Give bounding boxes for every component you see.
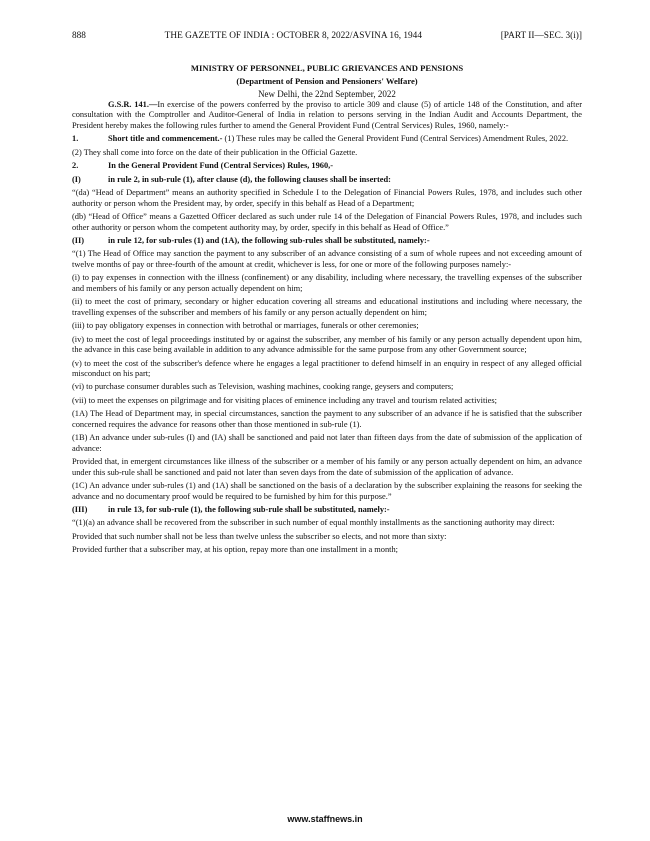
rule-12-para: (iv) to meet the cost of legal proceedings instituted by or against the subscriber, any member of his family or any person actually dependent upon him, the advance in this case being available in addition to any advance admissible for the same purpose from any other Government source;: [72, 334, 582, 355]
part-1-title: in rule 2, in sub-rule (1), after clause (d), the following clauses shall be inserted:: [108, 174, 391, 184]
rule-12-para: “(1) The Head of Office may sanction the payment to any subscriber of an advance consisting of a sum of whole rupees and not exceeding amount of twelve months of pay or three-fourth of the amount at credit, whichever is less, for one or more of the following purposes namely:-: [72, 249, 582, 269]
rule-13-para: Provided that such number shall not be less than twelve unless the subscriber so elects, and not more than sixty:: [72, 531, 447, 541]
part-3-title: in rule 13, for sub-rule (1), the following sub-rule shall be substituted, namely:-: [108, 504, 390, 514]
rule-1-number: 1.: [72, 134, 79, 144]
department-heading: (Department of Pension and Pensioners' Welfare): [236, 76, 418, 86]
clause-db: (db) “Head of Office” means a Gazetted Officer declared as such under rule 14 of the Delegation of Financial Powers Rules, 1978, and includes such other authority or person whom the competent authority may, by order, specify in this behalf as Head of Office.”: [72, 212, 582, 232]
clause-da: “(da) “Head of Department” means an authority specified in Schedule I to the Delegation of Financial Powers Rules, 1978, and includes such other authority or person whom the President may, by order, specify in this behalf as Head of a Department;: [72, 188, 582, 208]
rule-12-para: (v) to meet the cost of the subscriber's defence where he engages a legal practitioner to defend himself in an enquiry in respect of any alleged official misconduct on his part;: [72, 358, 582, 378]
date-line: New Delhi, the 22nd September, 2022: [258, 89, 396, 99]
rule-12-para: Provided that, in emergent circumstances like illness of the subscriber or a member of his family or any person actually dependent on him, an advance under this sub-rule shall be sanctioned and paid not later than seven days from the date of submission of the application of advance.: [72, 457, 582, 477]
part-section: [PART II—SEC. 3(i)]: [500, 31, 582, 41]
gsr-paragraph: [72, 100, 582, 131]
rule-12-para: (ii) to meet the cost of primary, secondary or higher education covering all streams and educational institutions and including where necessary, the travelling expenses of the subscriber and members of his family or any person actually dependent on him;: [72, 297, 582, 317]
part-2-heading: [72, 236, 582, 246]
rule-2-number: 2.: [72, 161, 79, 171]
rule-1-title: Short title and commencement.-: [108, 134, 223, 144]
part-2-number: (II): [72, 235, 85, 245]
rule-12-para: (1A) The Head of Department may, in special circumstances, sanction the payment to any subscriber of an advance if he is satisfied that the subscriber concerned requires the advance for reasons other than those mentioned in sub-rule (1).: [72, 409, 582, 429]
part-1-number: (I): [72, 174, 81, 184]
rule-12-para: (iii) to pay obligatory expenses in connection with betrothal or marriages, funerals or other ceremonies;: [72, 321, 419, 331]
gsr-number: G.S.R. 141.—: [108, 100, 158, 109]
rule-12-para: (vii) to meet the expenses on pilgrimage and for visiting places of eminence including any travel and tourism related activities;: [72, 395, 497, 405]
rule-1-paragraph: [72, 134, 582, 144]
rule-13-para: “(1)(a) an advance shall be recovered from the subscriber in such number of equal monthly installments as the sanctioning authority may direct:: [72, 518, 555, 528]
rule-12-para: (1C) An advance under sub-rules (1) and (1A) shall be sanctioned on the basis of a declaration by the subscriber explaining the reasons for seeking the advance and no documentary proof would be required to be furnished by him for this purpose.”: [72, 481, 582, 501]
running-header: [72, 30, 582, 42]
gazette-page: [72, 30, 582, 556]
rule-12-para: (1B) An advance under sub-rules (I) and (IA) shall be sanctioned and paid not later than fifteen days from the date of submission of the application of advance:: [72, 433, 582, 453]
rule-12-para: (vi) to purchase consumer durables such as Television, washing machines, cooking range, geysers and computers;: [72, 382, 454, 392]
part-1-heading: [72, 175, 582, 185]
part-3-number: (III): [72, 504, 88, 514]
footer-url: www.staffnews.in: [287, 814, 363, 824]
rule-2-title: In the General Provident Fund (Central Services) Rules, 1960,-: [108, 161, 334, 171]
part-2-title: in rule 12, for sub-rules (1) and (1A), the following sub-rules shall be substituted, namely:-: [108, 235, 430, 245]
rule-13-para: Provided further that a subscriber may, at his option, repay more than one installment in a month;: [72, 545, 399, 555]
ministry-heading: MINISTRY OF PERSONNEL, PUBLIC GRIEVANCES AND PENSIONS: [190, 63, 464, 73]
rule-1-text: (1) These rules may be called the General Provident Fund (Central Services) Amendment Rules, 2022.: [222, 134, 569, 144]
rule-1-sub-2: (2) They shall come into force on the date of their publication in the Official Gazette.: [72, 147, 358, 157]
rule-12-para: (i) to pay expenses in connection with the illness (confinement) or any disability, including where necessary, the travelling expenses of the subscriber and members of his family or any person actually dependent on him;: [72, 273, 582, 293]
gazette-title: THE GAZETTE OF INDIA : OCTOBER 8, 2022/ASVINA 16, 1944: [164, 31, 422, 41]
gsr-text: In exercise of the powers conferred by the proviso to article 309 and clause (5) of article 148 of the Constitution, and after consultation with the Comptroller and Auditor-General of India in relation to persons serving in the Indian Audit and Accounts Department, the President hereby makes the following rules further to amend the General Provident Fund (Central Services) Rules, 1960, namely:-: [72, 100, 582, 130]
page-number: 888: [72, 31, 86, 41]
rule-2-heading: [72, 161, 582, 171]
part-3-heading: [72, 505, 582, 515]
